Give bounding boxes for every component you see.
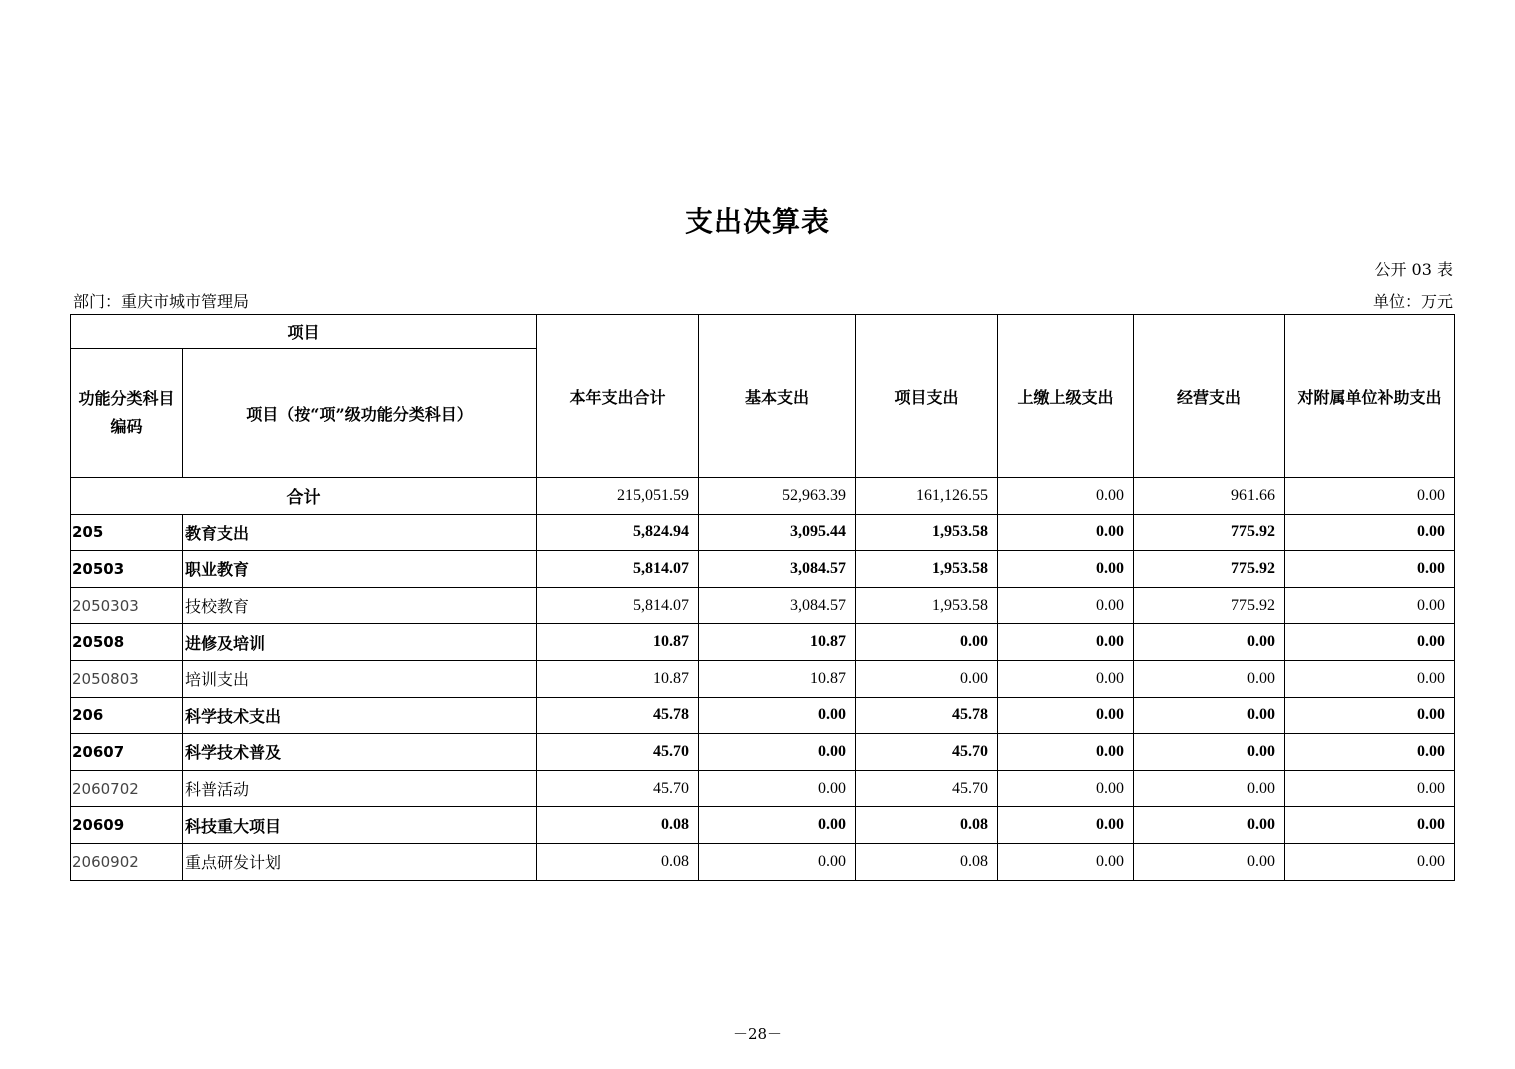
header-name: 项目（按“项”级功能分类科目） [183, 349, 537, 478]
table-row [71, 734, 1455, 771]
basic-cell: 3,095.44 [699, 514, 856, 551]
page-number: －28－ [732, 1025, 783, 1043]
table-row [71, 587, 1455, 624]
total-cell: 45.78 [537, 697, 699, 734]
subsidy-cell: 0.00 [1285, 514, 1455, 551]
project-expenditure-cell: 45.70 [856, 734, 998, 771]
table-row [71, 770, 1455, 807]
name-cell: 科学技术普及 [183, 734, 537, 771]
name-cell: 教育支出 [183, 514, 537, 551]
total-cell: 10.87 [537, 624, 699, 661]
total-cell: 215,051.59 [537, 478, 699, 515]
header-project: 项目 [71, 315, 537, 349]
business-cell: 775.92 [1134, 514, 1285, 551]
subsidy-cell: 0.00 [1285, 660, 1455, 697]
business-cell: 775.92 [1134, 551, 1285, 588]
header-code: 功能分类科目编码 [71, 349, 183, 478]
subsidy-cell: 0.00 [1285, 770, 1455, 807]
project-expenditure-cell: 0.00 [856, 660, 998, 697]
project-expenditure-cell: 1,953.58 [856, 587, 998, 624]
subsidy-cell: 0.00 [1285, 734, 1455, 771]
business-cell: 0.00 [1134, 843, 1285, 880]
total-cell: 10.87 [537, 660, 699, 697]
name-cell: 科普活动 [183, 770, 537, 807]
header-subsidy: 对附属单位补助支出 [1285, 315, 1455, 478]
subsidy-cell: 0.00 [1285, 843, 1455, 880]
header-project-expenditure: 项目支出 [856, 315, 998, 478]
code-cell: 20607 [71, 734, 183, 771]
upper-remittance-cell: 0.00 [998, 770, 1134, 807]
total-cell: 45.70 [537, 770, 699, 807]
business-cell: 0.00 [1134, 734, 1285, 771]
header-upper-remittance: 上缴上级支出 [998, 315, 1134, 478]
upper-remittance-cell: 0.00 [998, 697, 1134, 734]
total-cell: 5,824.94 [537, 514, 699, 551]
table-row [71, 551, 1455, 588]
upper-remittance-cell: 0.00 [998, 514, 1134, 551]
total-cell: 5,814.07 [537, 551, 699, 588]
code-cell: 20508 [71, 624, 183, 661]
total-upper-cell: 0.00 [998, 478, 1134, 515]
form-number: 公开 03 表 [1374, 260, 1453, 279]
table-row [71, 843, 1455, 880]
code-cell: 2050803 [71, 660, 183, 697]
business-cell: 0.00 [1134, 770, 1285, 807]
upper-remittance-cell: 0.00 [998, 734, 1134, 771]
code-cell: 20609 [71, 807, 183, 844]
upper-remittance-cell: 0.00 [998, 624, 1134, 661]
basic-cell: 0.00 [699, 843, 856, 880]
name-cell: 重点研发计划 [183, 843, 537, 880]
upper-remittance-cell: 0.00 [998, 807, 1134, 844]
expenditure-table [70, 314, 1455, 881]
header-basic: 基本支出 [699, 315, 856, 478]
code-cell: 2060702 [71, 770, 183, 807]
code-cell: 2050303 [71, 587, 183, 624]
header-business: 经营支出 [1134, 315, 1285, 478]
project-expenditure-cell: 0.08 [856, 843, 998, 880]
name-cell: 科技重大项目 [183, 807, 537, 844]
basic-cell: 10.87 [699, 624, 856, 661]
table-row [71, 807, 1455, 844]
total-cell: 45.70 [537, 734, 699, 771]
basic-cell: 0.00 [699, 770, 856, 807]
business-cell: 0.00 [1134, 660, 1285, 697]
code-cell: 205 [71, 514, 183, 551]
project-expenditure-cell: 0.00 [856, 624, 998, 661]
name-cell: 职业教育 [183, 551, 537, 588]
project-expenditure-cell: 1,953.58 [856, 551, 998, 588]
code-cell: 206 [71, 697, 183, 734]
code-cell: 20503 [71, 551, 183, 588]
project-expenditure-cell: 0.08 [856, 807, 998, 844]
name-cell: 培训支出 [183, 660, 537, 697]
subsidy-cell: 0.00 [1285, 807, 1455, 844]
basic-cell: 3,084.57 [699, 551, 856, 588]
upper-remittance-cell: 0.00 [998, 587, 1134, 624]
upper-remittance-cell: 0.00 [998, 551, 1134, 588]
total-row [71, 478, 1455, 515]
table-header [71, 315, 1455, 478]
subsidy-cell: 0.00 [1285, 587, 1455, 624]
total-project-cell: 161,126.55 [856, 478, 998, 515]
project-expenditure-cell: 45.78 [856, 697, 998, 734]
name-cell: 进修及培训 [183, 624, 537, 661]
upper-remittance-cell: 0.00 [998, 660, 1134, 697]
project-expenditure-cell: 45.70 [856, 770, 998, 807]
total-cell: 5,814.07 [537, 587, 699, 624]
total-label: 合计 [71, 478, 537, 515]
basic-cell: 0.00 [699, 734, 856, 771]
total-cell: 0.08 [537, 843, 699, 880]
total-cell: 0.08 [537, 807, 699, 844]
business-cell: 0.00 [1134, 807, 1285, 844]
basic-cell: 0.00 [699, 697, 856, 734]
project-expenditure-cell: 1,953.58 [856, 514, 998, 551]
upper-remittance-cell: 0.00 [998, 843, 1134, 880]
name-cell: 科学技术支出 [183, 697, 537, 734]
subsidy-cell: 0.00 [1285, 624, 1455, 661]
business-cell: 0.00 [1134, 697, 1285, 734]
table-body [71, 478, 1455, 881]
subsidy-cell: 0.00 [1285, 551, 1455, 588]
basic-cell: 0.00 [699, 807, 856, 844]
subsidy-cell: 0.00 [1285, 697, 1455, 734]
table-row [71, 660, 1455, 697]
basic-cell: 10.87 [699, 660, 856, 697]
total-basic-cell: 52,963.39 [699, 478, 856, 515]
table-row [71, 514, 1455, 551]
name-cell: 技校教育 [183, 587, 537, 624]
basic-cell: 3,084.57 [699, 587, 856, 624]
code-cell: 2060902 [71, 843, 183, 880]
header-total: 本年支出合计 [537, 315, 699, 478]
total-subsidy-cell: 0.00 [1285, 478, 1455, 515]
page-title: 支出决算表 [684, 205, 830, 238]
total-business-cell: 961.66 [1134, 478, 1285, 515]
table-row [71, 697, 1455, 734]
business-cell: 0.00 [1134, 624, 1285, 661]
department-label: 部门：重庆市城市管理局 [73, 292, 250, 311]
unit-label: 单位：万元 [1372, 292, 1453, 311]
table-row [71, 624, 1455, 661]
business-cell: 775.92 [1134, 587, 1285, 624]
